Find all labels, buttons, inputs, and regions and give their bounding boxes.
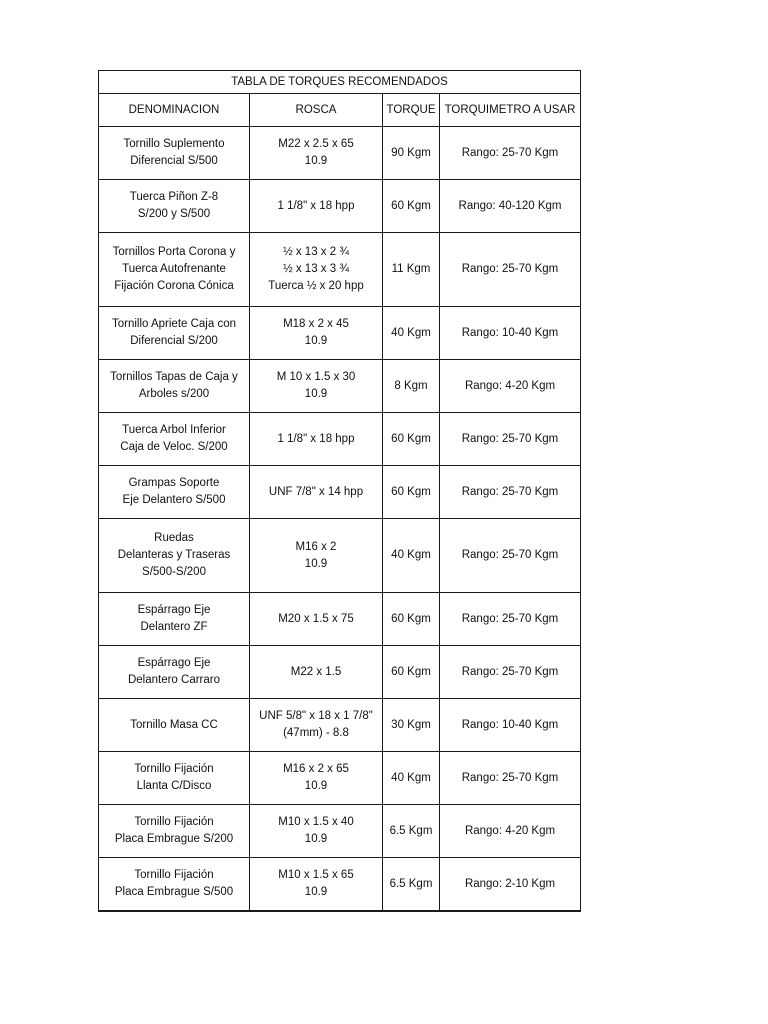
- cell-denominacion-line: S/200 y S/500: [137, 208, 211, 220]
- cell-denominacion: [99, 360, 250, 413]
- cell-rosca-line: M10 x 1.5 x 65: [278, 869, 354, 881]
- cell-rosca-line: M20 x 1.5 x 75: [278, 612, 354, 625]
- cell-denominacion-line: Delantero ZF: [140, 621, 208, 633]
- table-row: [99, 360, 581, 413]
- cell-rosca-line: Tuerca ½ x 20 hpp: [268, 280, 364, 292]
- cell-rosca: [250, 699, 383, 752]
- torque-table: [98, 70, 581, 912]
- cell-torque: 11 Kgm: [383, 233, 440, 307]
- cell-rosca-line: (47mm) - 8.8: [283, 727, 349, 739]
- cell-rosca: [250, 858, 383, 912]
- cell-rosca-line: UNF 7/8" x 14 hpp: [268, 485, 364, 498]
- cell-denominacion-line: Tuerca Autofrenante: [122, 263, 226, 275]
- cell-torque: 6.5 Kgm: [383, 805, 440, 858]
- cell-denominacion-line: Tornillos Porta Corona y: [112, 246, 236, 258]
- cell-denominacion-line: Placa Embrague S/500: [114, 886, 234, 898]
- cell-torquimetro: Rango: 25-70 Kgm: [440, 519, 581, 593]
- cell-torquimetro: Rango: 10-40 Kgm: [440, 307, 581, 360]
- cell-rosca: [250, 233, 383, 307]
- cell-denominacion: [99, 752, 250, 805]
- cell-rosca: [250, 752, 383, 805]
- table-row: [99, 593, 581, 646]
- table-row: [99, 413, 581, 466]
- cell-denominacion-line: Llanta C/Disco: [136, 780, 212, 792]
- cell-denominacion: [99, 646, 250, 699]
- cell-rosca-line: M16 x 2: [295, 540, 337, 553]
- cell-rosca-line: 1 1/8" x 18 hpp: [277, 199, 355, 212]
- cell-rosca-line: M18 x 2 x 45: [283, 318, 349, 330]
- cell-denominacion-line: Caja de Veloc. S/200: [120, 441, 228, 453]
- cell-torque: 40 Kgm: [383, 307, 440, 360]
- cell-rosca: [250, 127, 383, 180]
- cell-denominacion-line: Fijación Corona Cónica: [114, 280, 234, 292]
- cell-rosca-line: 10.9: [304, 557, 328, 570]
- cell-denominacion: [99, 858, 250, 912]
- cell-denominacion-line: Tornillo Masa CC: [130, 718, 218, 731]
- cell-denominacion: [99, 699, 250, 752]
- cell-denominacion-line: Arboles s/200: [138, 388, 210, 400]
- cell-rosca-line: ½ x 13 x 3 ¾: [283, 263, 349, 275]
- cell-torquimetro: Rango: 25-70 Kgm: [440, 646, 581, 699]
- cell-torque: 8 Kgm: [383, 360, 440, 413]
- cell-denominacion-line: S/500-S/200: [142, 566, 206, 578]
- header-torque: TORQUE: [383, 94, 440, 127]
- cell-rosca: [250, 519, 383, 593]
- table-body: [99, 127, 581, 912]
- table-row: [99, 307, 581, 360]
- cell-rosca-line: 10.9: [304, 155, 328, 167]
- cell-rosca-line: 10.9: [304, 886, 328, 898]
- cell-rosca: [250, 360, 383, 413]
- cell-denominacion: [99, 805, 250, 858]
- cell-denominacion-line: Diferencial S/200: [130, 335, 218, 347]
- cell-torque: 60 Kgm: [383, 413, 440, 466]
- cell-torquimetro: Rango: 40-120 Kgm: [440, 180, 581, 233]
- table-title-row: [99, 71, 581, 94]
- cell-torquimetro: Rango: 25-70 Kgm: [440, 233, 581, 307]
- cell-torque: 60 Kgm: [383, 180, 440, 233]
- cell-rosca-line: 10.9: [304, 833, 328, 845]
- cell-denominacion-line: Eje Delantero S/500: [122, 494, 226, 506]
- cell-rosca-line: 10.9: [304, 335, 328, 347]
- cell-denominacion: [99, 593, 250, 646]
- cell-denominacion-line: Placa Embrague S/200: [114, 833, 234, 845]
- cell-denominacion-line: Delantero Carraro: [127, 674, 221, 686]
- table-row: [99, 466, 581, 519]
- table-header-row: [99, 94, 581, 127]
- cell-denominacion: [99, 466, 250, 519]
- cell-rosca: [250, 805, 383, 858]
- cell-denominacion-line: Tornillo Fijación: [134, 763, 214, 775]
- cell-torque: 60 Kgm: [383, 646, 440, 699]
- cell-rosca-line: M10 x 1.5 x 40: [278, 816, 354, 828]
- cell-denominacion: [99, 180, 250, 233]
- table-row: [99, 180, 581, 233]
- table-row: [99, 127, 581, 180]
- cell-rosca-line: M22 x 1.5: [290, 665, 342, 678]
- table-row: [99, 752, 581, 805]
- cell-denominacion-line: Tuerca Arbol Inferior: [122, 424, 226, 436]
- cell-denominacion-line: Diferencial S/500: [130, 155, 218, 167]
- cell-rosca: [250, 180, 383, 233]
- cell-rosca-line: M 10 x 1.5 x 30: [276, 371, 356, 383]
- cell-denominacion-line: Grampas Soporte: [128, 477, 220, 489]
- cell-rosca: [250, 646, 383, 699]
- cell-denominacion-line: Ruedas: [154, 532, 194, 544]
- cell-torquimetro: Rango: 25-70 Kgm: [440, 127, 581, 180]
- table-title: TABLA DE TORQUES RECOMENDADOS: [99, 71, 581, 94]
- cell-denominacion-line: Tornillo Fijación: [134, 869, 214, 881]
- header-rosca: ROSCA: [250, 94, 383, 127]
- cell-denominacion-line: Tornillo Apriete Caja con: [111, 318, 236, 330]
- cell-rosca-line: 10.9: [304, 780, 328, 792]
- cell-denominacion: [99, 413, 250, 466]
- cell-torque: 90 Kgm: [383, 127, 440, 180]
- cell-denominacion: [99, 519, 250, 593]
- cell-rosca-line: ½ x 13 x 2 ¾: [283, 246, 349, 258]
- cell-rosca-line: UNF 5/8" x 18 x 1 7/8": [259, 710, 373, 722]
- cell-torquimetro: Rango: 10-40 Kgm: [440, 699, 581, 752]
- cell-torquimetro: Rango: 25-70 Kgm: [440, 752, 581, 805]
- cell-denominacion-line: Tornillo Suplemento: [123, 138, 225, 150]
- cell-torque: 60 Kgm: [383, 466, 440, 519]
- cell-rosca: [250, 593, 383, 646]
- table-row: [99, 233, 581, 307]
- cell-denominacion-line: Tornillos Tapas de Caja y: [110, 371, 238, 383]
- cell-torquimetro: Rango: 4-20 Kgm: [440, 805, 581, 858]
- cell-torque: 40 Kgm: [383, 519, 440, 593]
- cell-torquimetro: Rango: 25-70 Kgm: [440, 593, 581, 646]
- cell-rosca-line: 10.9: [304, 388, 328, 400]
- table-row: [99, 646, 581, 699]
- cell-torque: 40 Kgm: [383, 752, 440, 805]
- cell-denominacion-line: Espárrago Eje: [137, 604, 211, 616]
- cell-denominacion-line: Delanteras y Traseras: [117, 549, 231, 561]
- cell-rosca: [250, 413, 383, 466]
- cell-rosca: [250, 466, 383, 519]
- cell-denominacion: [99, 233, 250, 307]
- cell-torque: 30 Kgm: [383, 699, 440, 752]
- cell-torquimetro: Rango: 4-20 Kgm: [440, 360, 581, 413]
- table-row: [99, 699, 581, 752]
- header-denominacion: DENOMINACION: [99, 94, 250, 127]
- cell-torquimetro: Rango: 25-70 Kgm: [440, 466, 581, 519]
- cell-denominacion: [99, 307, 250, 360]
- cell-denominacion-line: Espárrago Eje: [137, 657, 211, 669]
- cell-denominacion: [99, 127, 250, 180]
- cell-rosca-line: 1 1/8" x 18 hpp: [277, 432, 355, 445]
- table-row: [99, 805, 581, 858]
- cell-torque: 6.5 Kgm: [383, 858, 440, 912]
- table-row: [99, 519, 581, 593]
- cell-rosca-line: M22 x 2.5 x 65: [278, 138, 354, 150]
- cell-torquimetro: Rango: 2-10 Kgm: [440, 858, 581, 912]
- cell-torque: 60 Kgm: [383, 593, 440, 646]
- header-torquimetro: TORQUIMETRO A USAR: [440, 94, 581, 127]
- table-row: [99, 858, 581, 912]
- cell-rosca-line: M16 x 2 x 65: [283, 763, 349, 775]
- cell-torquimetro: Rango: 25-70 Kgm: [440, 413, 581, 466]
- cell-rosca: [250, 307, 383, 360]
- cell-denominacion-line: Tuerca Piñon Z-8: [129, 191, 219, 203]
- cell-denominacion-line: Tornillo Fijación: [134, 816, 214, 828]
